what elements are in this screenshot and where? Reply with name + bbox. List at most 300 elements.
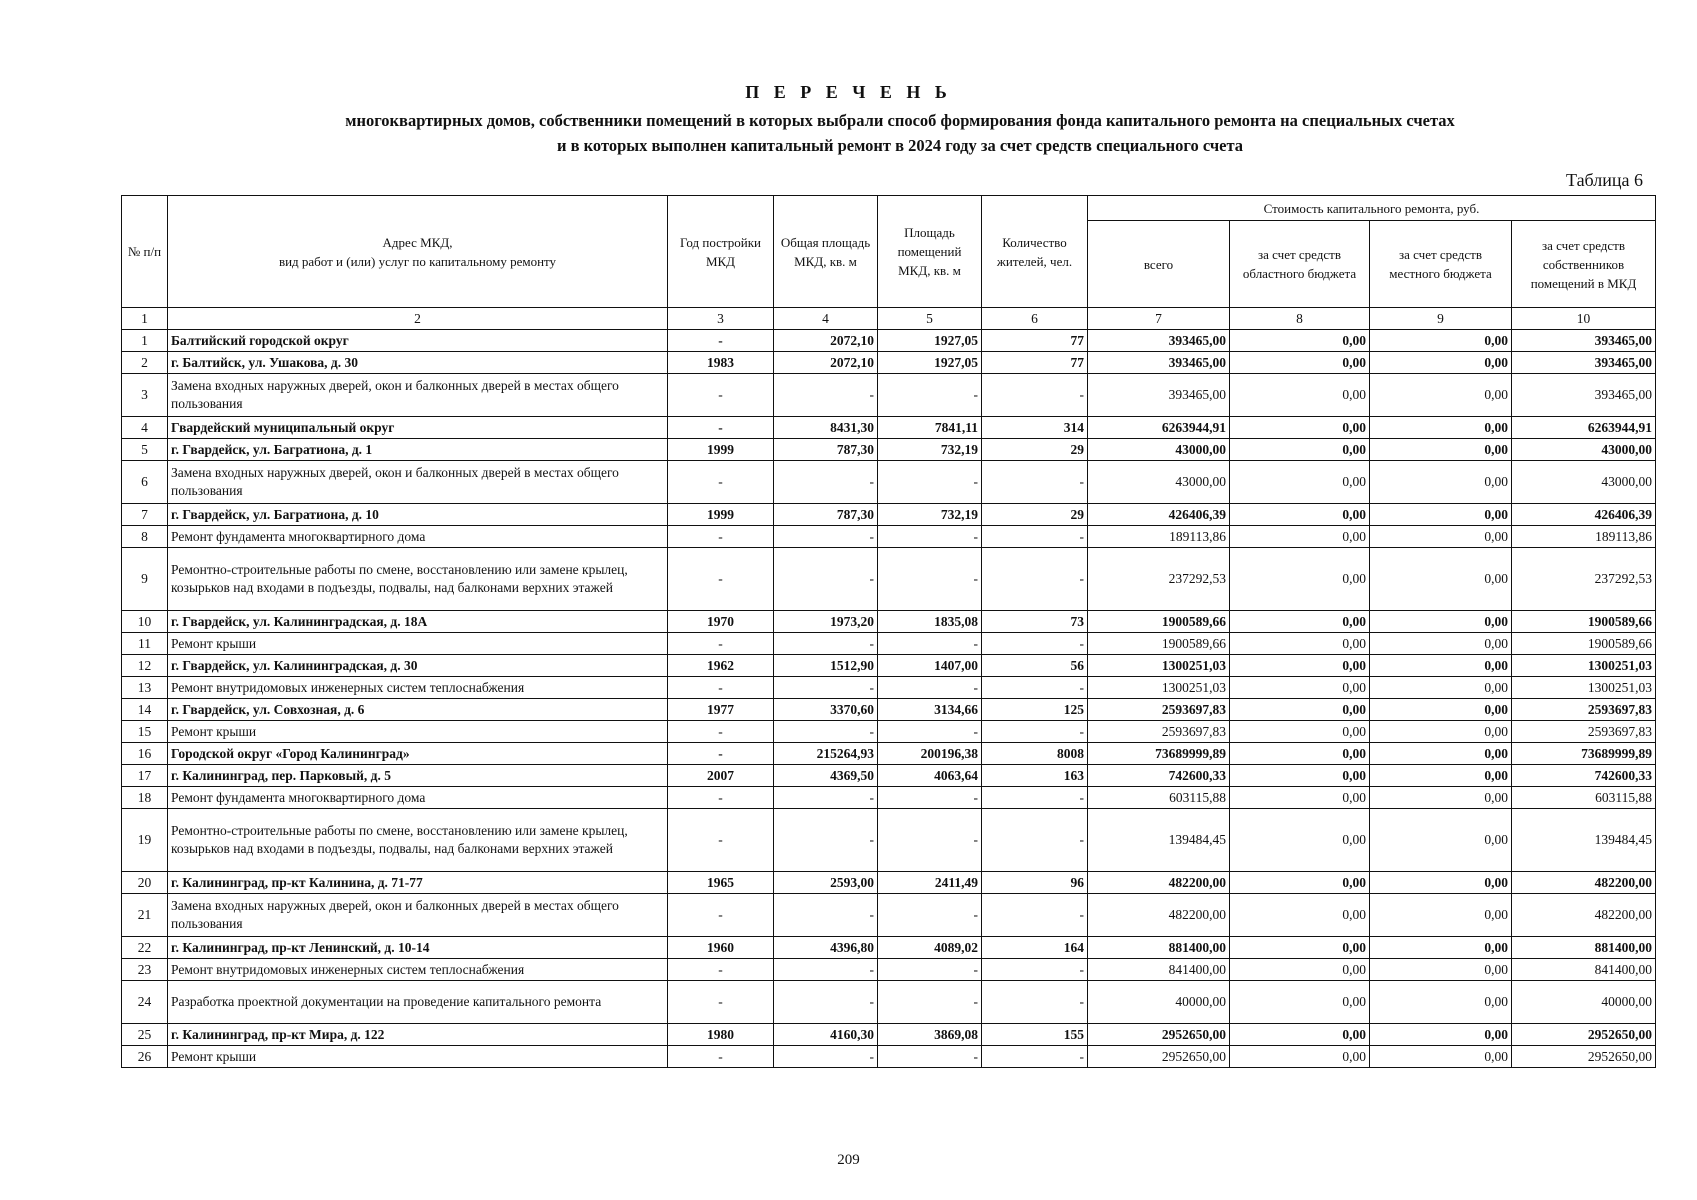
row-residents: 56: [982, 655, 1088, 677]
column-numbers-row: [122, 308, 1656, 330]
document-title: П Е Р Е Ч Е Н Ь: [745, 82, 952, 102]
row-cost-total: 1900589,66: [1088, 611, 1230, 633]
row-cost-owners: 881400,00: [1512, 937, 1656, 959]
row-name: Ремонт внутридомовых инженерных систем теплоснабжения: [168, 677, 668, 699]
row-premises-area: 732,19: [878, 439, 982, 461]
row-premises-area: -: [878, 809, 982, 872]
table-row: [122, 548, 1656, 611]
header-cost-regional: за счет средств областного бюджета: [1230, 221, 1370, 308]
row-premises-area: -: [878, 677, 982, 699]
row-name: Ремонт фундамента многоквартирного дома: [168, 526, 668, 548]
row-cost-owners: 1300251,03: [1512, 677, 1656, 699]
header-address: Адрес МКД, вид работ и (или) услуг по капитальному ремонту: [168, 196, 668, 308]
table-row: [122, 439, 1656, 461]
row-name: Балтийский городской округ: [168, 330, 668, 352]
row-number: 21: [122, 894, 168, 937]
row-cost-local: 0,00: [1370, 743, 1512, 765]
repair-table: [121, 195, 1656, 1068]
header-cost-local: за счет средств местного бюджета: [1370, 221, 1512, 308]
row-name: г. Гвардейск, ул. Калининградская, д. 18А: [168, 611, 668, 633]
row-year: -: [668, 981, 774, 1024]
row-cost-owners: 482200,00: [1512, 894, 1656, 937]
row-number: 17: [122, 765, 168, 787]
header-year: Год постройки МКД: [668, 196, 774, 308]
row-year: 1962: [668, 655, 774, 677]
row-cost-regional: 0,00: [1230, 417, 1370, 439]
row-cost-regional: 0,00: [1230, 504, 1370, 526]
column-number-cell: 2: [168, 308, 668, 330]
row-premises-area: -: [878, 548, 982, 611]
row-cost-local: 0,00: [1370, 937, 1512, 959]
row-cost-local: 0,00: [1370, 765, 1512, 787]
row-number: 2: [122, 352, 168, 374]
row-total-area: 1512,90: [774, 655, 878, 677]
row-cost-regional: 0,00: [1230, 374, 1370, 417]
row-cost-total: 2952650,00: [1088, 1024, 1230, 1046]
table-row: [122, 981, 1656, 1024]
row-residents: 29: [982, 504, 1088, 526]
table-row: [122, 374, 1656, 417]
table-row: [122, 655, 1656, 677]
row-number: 24: [122, 981, 168, 1024]
row-cost-regional: 0,00: [1230, 872, 1370, 894]
table-row: [122, 677, 1656, 699]
row-total-area: -: [774, 959, 878, 981]
header-premises-area: Площадь помещений МКД, кв. м: [878, 196, 982, 308]
row-premises-area: 3134,66: [878, 699, 982, 721]
row-cost-owners: 73689999,89: [1512, 743, 1656, 765]
row-residents: 77: [982, 330, 1088, 352]
row-cost-total: 139484,45: [1088, 809, 1230, 872]
column-number-cell: 1: [122, 308, 168, 330]
row-number: 1: [122, 330, 168, 352]
row-cost-total: 393465,00: [1088, 352, 1230, 374]
row-premises-area: 1927,05: [878, 330, 982, 352]
row-total-area: -: [774, 894, 878, 937]
row-cost-owners: 1300251,03: [1512, 655, 1656, 677]
row-number: 26: [122, 1046, 168, 1068]
row-cost-owners: 603115,88: [1512, 787, 1656, 809]
row-year: 1965: [668, 872, 774, 894]
row-premises-area: -: [878, 374, 982, 417]
table-row: [122, 611, 1656, 633]
row-residents: -: [982, 677, 1088, 699]
column-number-cell: 5: [878, 308, 982, 330]
row-year: -: [668, 721, 774, 743]
row-year: 1980: [668, 1024, 774, 1046]
row-name: г. Гвардейск, ул. Калининградская, д. 30: [168, 655, 668, 677]
document-subtitle: [150, 108, 1650, 158]
row-cost-owners: 1900589,66: [1512, 611, 1656, 633]
table-body: [122, 330, 1656, 1068]
row-cost-total: 742600,33: [1088, 765, 1230, 787]
row-cost-regional: 0,00: [1230, 352, 1370, 374]
row-name: г. Балтийск, ул. Ушакова, д. 30: [168, 352, 668, 374]
row-premises-area: -: [878, 633, 982, 655]
row-residents: 8008: [982, 743, 1088, 765]
row-cost-local: 0,00: [1370, 504, 1512, 526]
row-total-area: 1973,20: [774, 611, 878, 633]
row-number: 18: [122, 787, 168, 809]
row-cost-total: 2952650,00: [1088, 1046, 1230, 1068]
row-cost-regional: 0,00: [1230, 699, 1370, 721]
row-premises-area: -: [878, 981, 982, 1024]
row-cost-local: 0,00: [1370, 809, 1512, 872]
row-year: -: [668, 959, 774, 981]
row-year: -: [668, 633, 774, 655]
row-residents: -: [982, 721, 1088, 743]
row-cost-local: 0,00: [1370, 655, 1512, 677]
row-number: 3: [122, 374, 168, 417]
table-row: [122, 872, 1656, 894]
header-cost-total: всего: [1088, 221, 1230, 308]
row-year: -: [668, 461, 774, 504]
row-total-area: -: [774, 809, 878, 872]
row-premises-area: 7841,11: [878, 417, 982, 439]
row-premises-area: 200196,38: [878, 743, 982, 765]
row-residents: -: [982, 787, 1088, 809]
page-number: 209: [837, 1152, 860, 1168]
row-year: -: [668, 330, 774, 352]
row-total-area: -: [774, 981, 878, 1024]
header-total-area: Общая площадь МКД, кв. м: [774, 196, 878, 308]
row-premises-area: -: [878, 959, 982, 981]
row-residents: 125: [982, 699, 1088, 721]
row-residents: -: [982, 1046, 1088, 1068]
row-year: -: [668, 677, 774, 699]
row-residents: 73: [982, 611, 1088, 633]
row-cost-regional: 0,00: [1230, 721, 1370, 743]
row-name: г. Калининград, пер. Парковый, д. 5: [168, 765, 668, 787]
row-cost-total: 841400,00: [1088, 959, 1230, 981]
row-total-area: 4160,30: [774, 1024, 878, 1046]
row-premises-area: 3869,08: [878, 1024, 982, 1046]
row-premises-area: 2411,49: [878, 872, 982, 894]
row-year: -: [668, 809, 774, 872]
row-total-area: -: [774, 1046, 878, 1068]
row-cost-total: 482200,00: [1088, 872, 1230, 894]
row-cost-local: 0,00: [1370, 633, 1512, 655]
row-cost-regional: 0,00: [1230, 765, 1370, 787]
row-total-area: -: [774, 633, 878, 655]
row-cost-regional: 0,00: [1230, 548, 1370, 611]
row-year: -: [668, 417, 774, 439]
row-total-area: 2593,00: [774, 872, 878, 894]
header-residents: Количество жителей, чел.: [982, 196, 1088, 308]
table-row: [122, 417, 1656, 439]
table-row: [122, 526, 1656, 548]
row-cost-total: 189113,86: [1088, 526, 1230, 548]
row-number: 6: [122, 461, 168, 504]
row-year: -: [668, 548, 774, 611]
row-cost-owners: 189113,86: [1512, 526, 1656, 548]
row-cost-regional: 0,00: [1230, 981, 1370, 1024]
row-total-area: 3370,60: [774, 699, 878, 721]
row-name: Замена входных наружных дверей, окон и балконных дверей в местах общего пользования: [168, 894, 668, 937]
table-row: [122, 743, 1656, 765]
row-total-area: -: [774, 374, 878, 417]
row-cost-regional: 0,00: [1230, 526, 1370, 548]
row-name: г. Гвардейск, ул. Багратиона, д. 10: [168, 504, 668, 526]
header-num: № п/п: [122, 196, 168, 308]
header-cost-group: Стоимость капитального ремонта, руб.: [1088, 196, 1656, 221]
row-name: Ремонтно-строительные работы по смене, восстановлению или замене крылец, козырьков над входами в подъезды, подвалы, над балконами верхних этажей: [168, 548, 668, 611]
table-row: [122, 504, 1656, 526]
table-row: [122, 721, 1656, 743]
row-premises-area: 1407,00: [878, 655, 982, 677]
table-row: [122, 330, 1656, 352]
row-cost-owners: 40000,00: [1512, 981, 1656, 1024]
table-row: [122, 809, 1656, 872]
row-total-area: -: [774, 787, 878, 809]
row-total-area: -: [774, 548, 878, 611]
row-total-area: 787,30: [774, 504, 878, 526]
table-row: [122, 461, 1656, 504]
row-cost-owners: 2952650,00: [1512, 1046, 1656, 1068]
row-number: 7: [122, 504, 168, 526]
row-premises-area: -: [878, 721, 982, 743]
row-cost-total: 1900589,66: [1088, 633, 1230, 655]
row-cost-total: 603115,88: [1088, 787, 1230, 809]
row-name: г. Калининград, пр-кт Мира, д. 122: [168, 1024, 668, 1046]
row-name: Гвардейский муниципальный округ: [168, 417, 668, 439]
row-residents: 155: [982, 1024, 1088, 1046]
row-cost-regional: 0,00: [1230, 894, 1370, 937]
row-total-area: 4369,50: [774, 765, 878, 787]
row-name: Разработка проектной документации на проведение капитального ремонта: [168, 981, 668, 1024]
row-number: 11: [122, 633, 168, 655]
row-year: -: [668, 374, 774, 417]
row-cost-regional: 0,00: [1230, 611, 1370, 633]
row-premises-area: -: [878, 787, 982, 809]
row-name: г. Гвардейск, ул. Багратиона, д. 1: [168, 439, 668, 461]
row-residents: -: [982, 548, 1088, 611]
row-cost-total: 2593697,83: [1088, 699, 1230, 721]
row-cost-local: 0,00: [1370, 526, 1512, 548]
table-row: [122, 765, 1656, 787]
row-name: Ремонт внутридомовых инженерных систем теплоснабжения: [168, 959, 668, 981]
row-cost-regional: 0,00: [1230, 633, 1370, 655]
row-cost-local: 0,00: [1370, 959, 1512, 981]
row-cost-owners: 841400,00: [1512, 959, 1656, 981]
row-cost-local: 0,00: [1370, 374, 1512, 417]
row-residents: -: [982, 981, 1088, 1024]
table-row: [122, 894, 1656, 937]
row-cost-regional: 0,00: [1230, 439, 1370, 461]
row-name: Ремонт фундамента многоквартирного дома: [168, 787, 668, 809]
row-cost-regional: 0,00: [1230, 937, 1370, 959]
row-number: 10: [122, 611, 168, 633]
row-residents: -: [982, 894, 1088, 937]
header-cost-owners: за счет средств собственников помещений в МКД: [1512, 221, 1656, 308]
row-cost-total: 393465,00: [1088, 330, 1230, 352]
row-cost-owners: 43000,00: [1512, 461, 1656, 504]
row-year: -: [668, 894, 774, 937]
row-residents: 77: [982, 352, 1088, 374]
table-label: Таблица 6: [1566, 170, 1643, 190]
subtitle-line-2: и в которых выполнен капитальный ремонт в 2024 году за счет средств специального счета: [556, 136, 1244, 155]
row-number: 12: [122, 655, 168, 677]
row-number: 25: [122, 1024, 168, 1046]
row-cost-local: 0,00: [1370, 548, 1512, 611]
row-cost-regional: 0,00: [1230, 655, 1370, 677]
row-total-area: -: [774, 461, 878, 504]
row-year: -: [668, 1046, 774, 1068]
table-row: [122, 699, 1656, 721]
row-cost-owners: 482200,00: [1512, 872, 1656, 894]
row-residents: -: [982, 374, 1088, 417]
column-number-cell: 6: [982, 308, 1088, 330]
row-cost-total: 881400,00: [1088, 937, 1230, 959]
row-name: Городской округ «Город Калининград»: [168, 743, 668, 765]
row-cost-total: 6263944,91: [1088, 417, 1230, 439]
row-cost-local: 0,00: [1370, 894, 1512, 937]
row-cost-local: 0,00: [1370, 872, 1512, 894]
table-row: [122, 937, 1656, 959]
row-number: 15: [122, 721, 168, 743]
column-number-cell: 10: [1512, 308, 1656, 330]
row-cost-total: 1300251,03: [1088, 655, 1230, 677]
row-cost-total: 393465,00: [1088, 374, 1230, 417]
row-cost-local: 0,00: [1370, 677, 1512, 699]
row-premises-area: -: [878, 461, 982, 504]
row-premises-area: -: [878, 526, 982, 548]
row-cost-owners: 393465,00: [1512, 330, 1656, 352]
row-cost-total: 237292,53: [1088, 548, 1230, 611]
row-year: 1999: [668, 504, 774, 526]
row-cost-owners: 6263944,91: [1512, 417, 1656, 439]
row-name: Ремонт крыши: [168, 633, 668, 655]
row-number: 22: [122, 937, 168, 959]
row-premises-area: -: [878, 894, 982, 937]
row-cost-local: 0,00: [1370, 721, 1512, 743]
row-cost-owners: 742600,33: [1512, 765, 1656, 787]
row-residents: 29: [982, 439, 1088, 461]
column-number-cell: 9: [1370, 308, 1512, 330]
row-cost-local: 0,00: [1370, 787, 1512, 809]
row-cost-regional: 0,00: [1230, 787, 1370, 809]
row-cost-total: 2593697,83: [1088, 721, 1230, 743]
row-cost-regional: 0,00: [1230, 743, 1370, 765]
row-year: 1977: [668, 699, 774, 721]
row-number: 14: [122, 699, 168, 721]
row-year: 1999: [668, 439, 774, 461]
column-number-cell: 3: [668, 308, 774, 330]
row-year: 1983: [668, 352, 774, 374]
row-premises-area: 732,19: [878, 504, 982, 526]
row-name: г. Калининград, пр-кт Калинина, д. 71-77: [168, 872, 668, 894]
row-cost-owners: 139484,45: [1512, 809, 1656, 872]
row-cost-owners: 393465,00: [1512, 374, 1656, 417]
row-cost-owners: 2952650,00: [1512, 1024, 1656, 1046]
row-premises-area: -: [878, 1046, 982, 1068]
row-residents: -: [982, 461, 1088, 504]
row-number: 16: [122, 743, 168, 765]
row-year: 2007: [668, 765, 774, 787]
row-number: 23: [122, 959, 168, 981]
row-cost-owners: 426406,39: [1512, 504, 1656, 526]
row-residents: 96: [982, 872, 1088, 894]
row-cost-owners: 43000,00: [1512, 439, 1656, 461]
row-year: -: [668, 787, 774, 809]
row-cost-total: 43000,00: [1088, 461, 1230, 504]
table-row: [122, 1046, 1656, 1068]
row-cost-local: 0,00: [1370, 461, 1512, 504]
subtitle-line-1: многоквартирных домов, собственники помещений в которых выбрали способ формирования фонда капитального ремонта на специальных счетах: [345, 111, 1455, 130]
row-cost-regional: 0,00: [1230, 809, 1370, 872]
row-residents: 314: [982, 417, 1088, 439]
row-number: 19: [122, 809, 168, 872]
row-year: 1960: [668, 937, 774, 959]
row-total-area: 2072,10: [774, 330, 878, 352]
row-cost-regional: 0,00: [1230, 677, 1370, 699]
table-row: [122, 633, 1656, 655]
row-name: Замена входных наружных дверей, окон и балконных дверей в местах общего пользования: [168, 461, 668, 504]
row-cost-regional: 0,00: [1230, 461, 1370, 504]
row-cost-local: 0,00: [1370, 981, 1512, 1024]
row-cost-total: 40000,00: [1088, 981, 1230, 1024]
row-residents: -: [982, 633, 1088, 655]
row-cost-total: 426406,39: [1088, 504, 1230, 526]
row-cost-total: 1300251,03: [1088, 677, 1230, 699]
row-residents: -: [982, 526, 1088, 548]
row-residents: -: [982, 959, 1088, 981]
row-cost-total: 73689999,89: [1088, 743, 1230, 765]
table-row: [122, 352, 1656, 374]
row-name: Ремонт крыши: [168, 1046, 668, 1068]
row-total-area: 215264,93: [774, 743, 878, 765]
row-total-area: 787,30: [774, 439, 878, 461]
row-cost-local: 0,00: [1370, 439, 1512, 461]
row-cost-owners: 1900589,66: [1512, 633, 1656, 655]
row-cost-owners: 237292,53: [1512, 548, 1656, 611]
row-cost-owners: 393465,00: [1512, 352, 1656, 374]
row-name: г. Калининград, пр-кт Ленинский, д. 10-14: [168, 937, 668, 959]
row-total-area: -: [774, 721, 878, 743]
row-premises-area: 1835,08: [878, 611, 982, 633]
row-year: -: [668, 526, 774, 548]
row-number: 13: [122, 677, 168, 699]
row-cost-local: 0,00: [1370, 417, 1512, 439]
row-total-area: 4396,80: [774, 937, 878, 959]
row-name: Замена входных наружных дверей, окон и балконных дверей в местах общего пользования: [168, 374, 668, 417]
row-cost-local: 0,00: [1370, 699, 1512, 721]
row-cost-total: 482200,00: [1088, 894, 1230, 937]
row-total-area: -: [774, 677, 878, 699]
row-total-area: -: [774, 526, 878, 548]
row-cost-regional: 0,00: [1230, 1046, 1370, 1068]
row-year: 1970: [668, 611, 774, 633]
table-row: [122, 1024, 1656, 1046]
column-number-cell: 8: [1230, 308, 1370, 330]
row-cost-owners: 2593697,83: [1512, 721, 1656, 743]
row-residents: -: [982, 809, 1088, 872]
row-residents: 164: [982, 937, 1088, 959]
row-residents: 163: [982, 765, 1088, 787]
column-number-cell: 7: [1088, 308, 1230, 330]
row-number: 20: [122, 872, 168, 894]
row-cost-local: 0,00: [1370, 352, 1512, 374]
row-name: Ремонт крыши: [168, 721, 668, 743]
row-total-area: 8431,30: [774, 417, 878, 439]
row-cost-owners: 2593697,83: [1512, 699, 1656, 721]
table-row: [122, 959, 1656, 981]
row-premises-area: 1927,05: [878, 352, 982, 374]
row-premises-area: 4089,02: [878, 937, 982, 959]
row-cost-total: 43000,00: [1088, 439, 1230, 461]
row-number: 4: [122, 417, 168, 439]
row-cost-local: 0,00: [1370, 1046, 1512, 1068]
